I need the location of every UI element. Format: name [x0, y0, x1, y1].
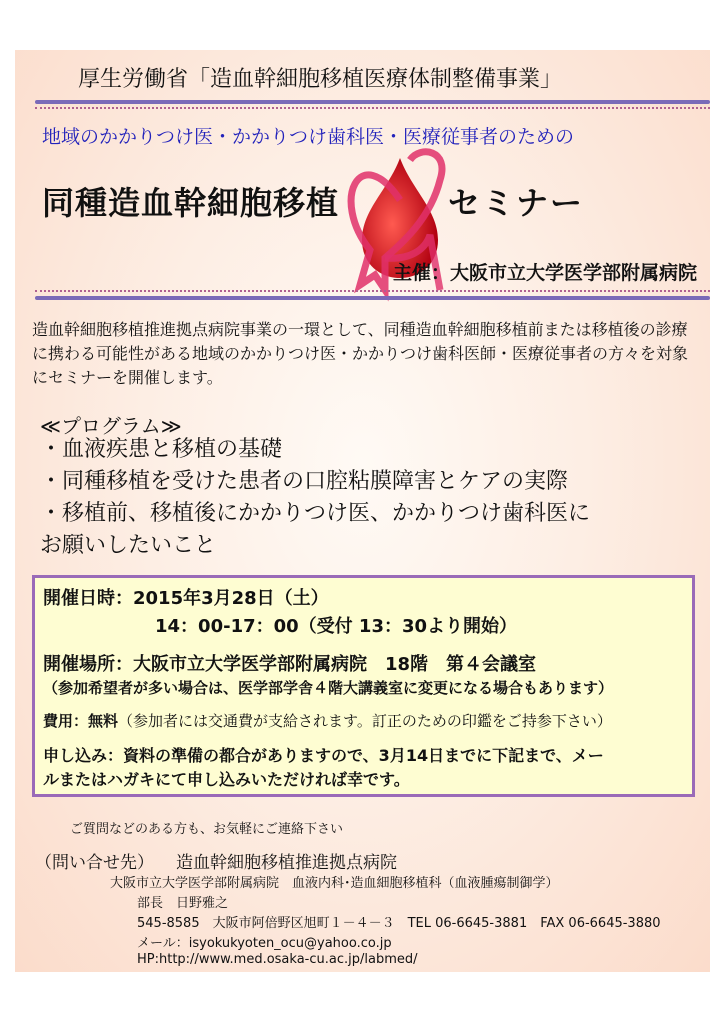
ministry-heading: 厚生労働省「造血幹細胞移植医療体制整備事業」: [78, 67, 563, 92]
event-venue: 大阪市立大学医学部附属病院 18階 第４会議室: [133, 654, 537, 675]
contact-note: ご質問などのある方も、お気軽にご連絡下さい: [70, 822, 344, 837]
host: 主催：大阪市立大学医学部附属病院: [392, 262, 697, 284]
program-item: ・血液疾患と移植の基礎: [40, 437, 283, 462]
contact-org: 造血幹細胞移植推進拠点病院: [176, 853, 397, 873]
event-date: 2015年3月28日（土）: [133, 588, 329, 609]
venue-label: 開催場所：: [43, 654, 133, 675]
fee-note: （参加者には交通費が支給されます。訂正のための印鑑をご持参下さい）: [118, 712, 612, 730]
program-list: [40, 434, 590, 562]
divider: [35, 296, 710, 300]
dotted-divider: [35, 107, 710, 109]
program-item: ・同種移植を受けた患者の口腔粘膜障害とケアの実際: [40, 469, 569, 494]
dotted-divider: [35, 290, 710, 292]
contact-head: 部長 日野雅之: [137, 896, 229, 911]
contact-homepage-link[interactable]: HP:http://www.med.osaka-cu.ac.jp/labmed/: [137, 952, 418, 967]
date-label: 開催日時：: [43, 588, 133, 609]
seminar-label: セミナー: [448, 184, 585, 222]
event-details-box: [32, 575, 695, 797]
flyer-panel: [15, 50, 710, 972]
fee: 費用：無料: [43, 712, 119, 730]
program-heading: ≪プログラム≫: [40, 414, 182, 438]
contact-dept: 大阪市立大学医学部附属病院 血液内科･造血細胞移植科（血液腫瘍制御学）: [110, 876, 559, 891]
divider: [35, 100, 710, 104]
program-item: お願いしたいこと: [40, 533, 217, 558]
intro-text: 造血幹細胞移植推進拠点病院事業の一環として、同種造血幹細胞移植前または移植後の診療に携わる可能性がある地域のかかりつけ医・かかりつけ歯科医師・医療従事者の方々を対象にセミナーを開催します。: [32, 320, 689, 387]
contact-label: （問い合せ先）: [35, 853, 154, 873]
venue-note: （参加希望者が多い場合は、医学部学舎４階大講義室に変更になる場合もあります）: [43, 679, 614, 697]
contact-email[interactable]: メール：isyokukyoten_ocu@yahoo.co.jp: [137, 936, 392, 951]
subtitle: 地域のかかりつけ医・かかりつけ歯科医・医療従事者のための: [42, 126, 575, 148]
contact-address: 545-8585 大阪市阿倍野区旭町１－４－３ TEL 06-6645-3881 FAX 06-6645-3880: [137, 916, 661, 931]
program-item: ・移植前、移植後にかかりつけ医、かかりつけ歯科医に: [40, 501, 591, 526]
seminar-title: 同種造血幹細胞移植: [42, 184, 340, 222]
apply-text: 申し込み：資料の準備の都合がありますので、3月14日までに下記まで、メー: [43, 746, 604, 765]
apply-text-cont: ルまたはハガキにて申し込みいただければ幸です。: [43, 770, 410, 789]
event-time: 14：00-17：00（受付 13：30より開始）: [155, 616, 518, 637]
